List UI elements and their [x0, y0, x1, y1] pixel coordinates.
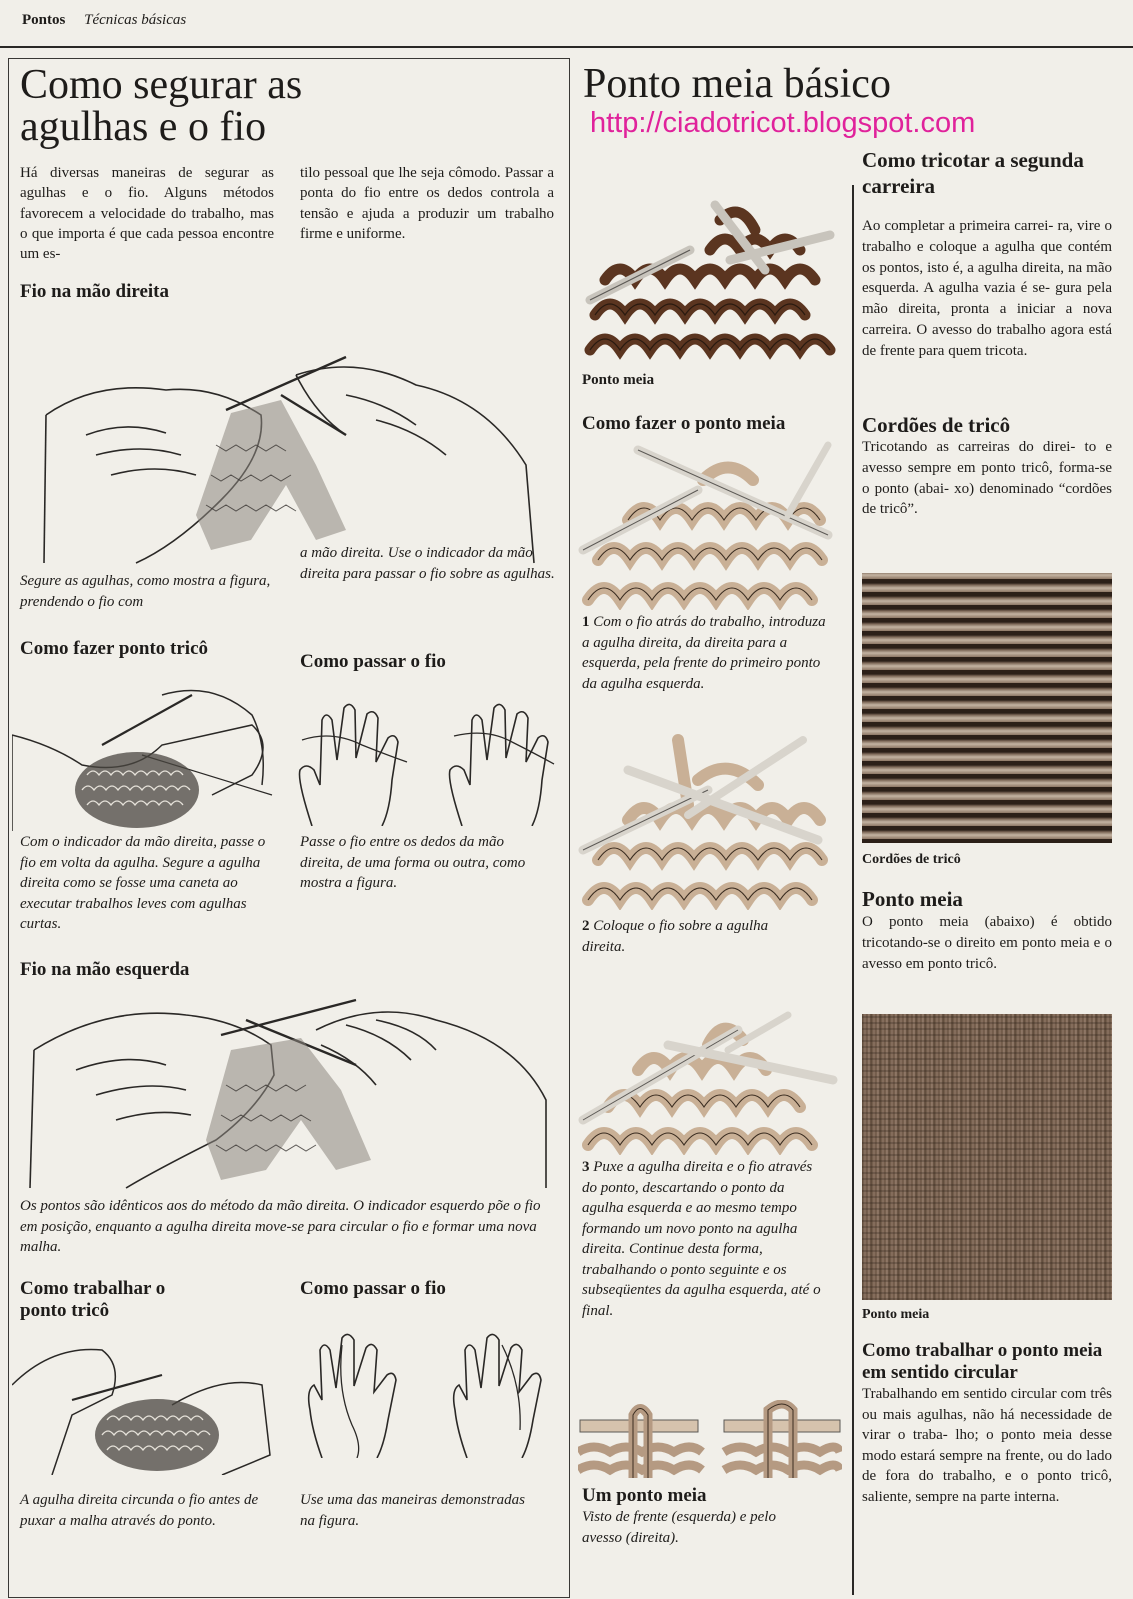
- step-1-illustration: [578, 440, 842, 610]
- cords-label: Cordões de tricô: [862, 852, 961, 867]
- garter-left-heading-line1: Como trabalhar o: [20, 1278, 166, 1299]
- garter-right-heading: Como fazer ponto tricô: [20, 638, 209, 659]
- circular-heading: Como trabalhar o ponto meia em sentido circular: [862, 1340, 1103, 1383]
- left-title: [20, 64, 560, 148]
- garter-left-heading-line2: ponto tricô: [20, 1300, 110, 1321]
- step-2-caption: [582, 916, 812, 957]
- knit-stitch-illustration: [580, 190, 842, 370]
- circular-text: Trabalhando em sentido circular com três ou mais agulhas, não há necessidade de virar o traba- lho; o ponto meia desse modo estará sempre na frente, ou do lado de fora do trabalho, e o ponto tricô, saliente, sempre na parte interna.: [862, 1386, 1112, 1505]
- cords-heading: Cordões de tricô: [862, 413, 1011, 437]
- left-hand-caption: Os pontos são idênticos aos do método da mão direita. O indicador esquerdo põe o fio em posição, enquanto a agulha direita move-se para circular o fio e formar uma nova malha.: [20, 1198, 541, 1255]
- subsection-label: Técnicas básicas: [84, 12, 187, 28]
- right-hand-caption-b: a mão direita. Use o indicador da mão direita para passar o fio sobre as agulhas.: [300, 545, 555, 582]
- knit-figure-label: Ponto meia: [582, 372, 655, 388]
- intro-col2: tilo pessoal que lhe seja cômodo. Passar a ponta do fio entre os dedos controla a tensão e ajuda a produzir um trabalho firme e uniforme.: [300, 165, 554, 242]
- garter-right-illustration: [12, 685, 274, 831]
- garter-left-heading: [20, 1278, 165, 1322]
- right-hand-caption-a: Segure as agulhas, como mostra a figura, prendendo o fio com: [20, 573, 271, 610]
- second-row-text: Ao completar a primeira carrei- ra, vire o trabalho e coloque a agulha que contém os pontos, isto é, a agulha direita, na mão esquerda. A agulha vazia é se- gura pela mão direita, pronta a iniciar a nova carreira. O avesso do trabalho agora está de frente para quem tricota.: [862, 218, 1112, 359]
- stockinette-heading: Ponto meia: [862, 887, 963, 911]
- howto-heading: Como fazer o ponto meia: [582, 413, 786, 434]
- one-stitch-caption: Visto de frente (esquerda) e pelo avesso (direita).: [582, 1509, 776, 1546]
- step-3-number: 3: [582, 1159, 590, 1175]
- garter-left-illustration: [12, 1335, 274, 1475]
- one-stitch-heading: Um ponto meia: [582, 1485, 707, 1506]
- step-3-text: Puxe a agulha direita e o fio através do ponto, descartando o ponto da agulha esquerda e ao mesmo tempo formando um novo ponto na agulha direita. Continue desta forma, trabalhando o ponto seguinte e os subseqüentes da agulha esquerda, até o final.: [582, 1159, 821, 1319]
- right-hand-heading: Fio na mão direita: [20, 281, 170, 302]
- left-hand-heading: Fio na mão esquerda: [20, 959, 190, 980]
- step-2-illustration: [578, 725, 842, 910]
- garter-right-caption: Com o indicador da mão direita, passe o fio em volta da agulha. Segure a agulha direita como se fosse uma caneta ao executar trabalhos leves com agulhas curtas.: [20, 834, 266, 932]
- step-1-caption: [582, 612, 830, 694]
- stockinette-text: O ponto meia (abaixo) é obtido tricotando-se o direito em ponto meia e o avesso em ponto tricô.: [862, 914, 1112, 972]
- step-3-caption: [582, 1157, 828, 1321]
- step-1-text: Com o fio atrás do trabalho, introduza a agulha direita, da direita para a esquerda, pela frente do primeiro ponto da agulha esquerda.: [582, 614, 826, 692]
- top-rule: [0, 46, 1133, 48]
- yarn-right-caption: Passe o fio entre os dedos da mão direita, de uma forma ou outra, como mostra a figura.: [300, 834, 526, 891]
- step-3-illustration: [578, 995, 842, 1155]
- yarn-left-illustration: [292, 1330, 560, 1458]
- right-hand-illustration: [16, 325, 546, 565]
- yarn-right-heading: Como passar o fio: [300, 651, 446, 672]
- cords-text: Tricotando as carreiras do direi- to e avesso sempre em ponto tricô, forma-se o ponto (abai- xo) denominado “cordões de tricô”.: [862, 439, 1112, 518]
- step-2-number: 2: [582, 918, 590, 934]
- cords-swatch-image: [862, 573, 1112, 843]
- intro-col1: Há diversas maneiras de segurar as agulhas e o fio. Alguns métodos favorecem a velocidade do trabalho, mas o que importa é que cada pessoa encontre um es-: [20, 165, 274, 263]
- yarn-right-illustration: [292, 700, 560, 826]
- left-title-line1: Como segurar as: [20, 62, 303, 108]
- right-title: Ponto meia básico: [583, 61, 891, 107]
- stockinette-label: Ponto meia: [862, 1307, 930, 1322]
- yarn-left-caption: Use uma das maneiras demonstradas na figura.: [300, 1492, 525, 1529]
- second-row-heading: Como tricotar a segunda carreira: [862, 148, 1084, 198]
- section-label: Pontos: [22, 12, 66, 28]
- step-2-text: Coloque o fio sobre a agulha direita.: [582, 918, 769, 955]
- yarn-left-heading: Como passar o fio: [300, 1278, 446, 1299]
- sidebar-divider: [852, 185, 854, 1595]
- left-hand-illustration: [16, 990, 556, 1190]
- left-title-line2: agulhas e o fio: [20, 104, 267, 150]
- stockinette-swatch-image: [862, 1014, 1112, 1300]
- step-1-number: 1: [582, 614, 590, 630]
- running-head: [22, 10, 186, 29]
- one-stitch-illustration: [578, 1400, 842, 1478]
- watermark-url: http://ciadotricot.blogspot.com: [590, 107, 976, 139]
- garter-left-caption: A agulha direita circunda o fio antes de puxar a malha através do ponto.: [20, 1492, 259, 1529]
